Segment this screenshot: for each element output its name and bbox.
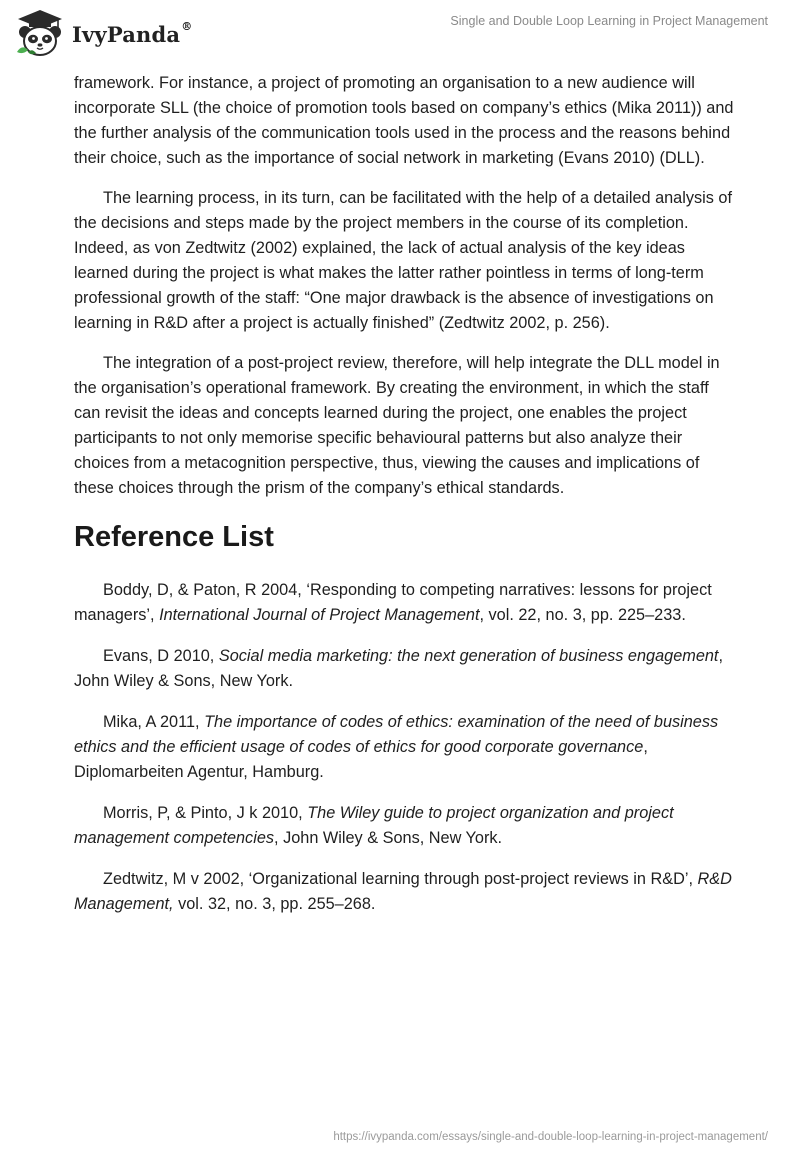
reference-item [74, 801, 734, 851]
brand-text: IvyPanda [72, 21, 181, 47]
body-paragraph: The integration of a post-project review, therefore, will help integrate the DLL model in the organisation’s operational framework. By creating the environment, in which the staff can revisit the ideas and concepts learned during the project, one enables the project participants to not only memorise specific behavioural patterns but also analyze their choices from a metacognition perspective, thus, viewing the causes and implications of these choices through the prism of the company’s ethical standards. [74, 354, 720, 497]
reference-item [74, 710, 734, 785]
source-url-link[interactable]: https://ivypanda.com/essays/single-and-double-loop-learning-in-project-management/ [333, 1131, 768, 1143]
reference-details: , vol. 22, no. 3, pp. 225–233. [479, 606, 686, 624]
reference-source-title: The importance of codes of ethics: examination of the need of business ethics and the efficient usage of codes of ethics for good corporate governance [74, 713, 719, 756]
reference-source-title: The Wiley guide to project organization and project management competencies [74, 804, 674, 847]
reference-details: vol. 32, no. 3, pp. 255–268. [173, 895, 376, 913]
reference-item [74, 867, 734, 917]
reference-text: Boddy, D, & Paton, R 2004, ‘Responding to competing narratives: lessons for project managers’, [74, 581, 712, 624]
panda-graduate-icon [14, 8, 66, 58]
reference-source-title: R&D Management, [74, 870, 732, 913]
reference-details: , John Wiley & Sons, New York. [274, 829, 503, 847]
reference-text: Zedtwitz, M v 2002, ‘Organizational learning through post-project reviews in R&D’, [103, 870, 698, 888]
brand-name [72, 19, 193, 47]
body-paragraph: The learning process, in its turn, can be facilitated with the help of a detailed analysis of the decisions and steps made by the project members in the course of its completion. Indeed, as von Zedtwitz (2002) explained, the lack of actual analysis of the key ideas learned during the project is what makes the latter rather pointless in terms of long-term professional growth of the staff: “One major drawback is the absence of investigations on learning in R&D after a project is actually finished” (Zedtwitz 2002, p. 256). [74, 189, 732, 332]
reference-text: Evans, D 2010, [103, 647, 219, 665]
reference-source-title: Social media marketing: the next generation of business engagement [218, 647, 719, 665]
reference-text: Mika, A 2011, [103, 713, 205, 731]
ivypanda-logo[interactable] [14, 8, 192, 58]
registered-mark: ® [181, 19, 193, 33]
reference-text: Morris, P, & Pinto, J k 2010, [103, 804, 308, 822]
essay-content [74, 71, 734, 933]
reference-list-heading: Reference List [74, 521, 274, 553]
page-header [0, 0, 800, 66]
reference-source-title: International Journal of Project Management [159, 606, 480, 624]
document-title: Single and Double Loop Learning in Project Management [450, 14, 768, 28]
reference-details: , Diplomarbeiten Agentur, Hamburg. [74, 738, 648, 781]
reference-details: , John Wiley & Sons, New York. [74, 647, 723, 690]
body-paragraph: framework. For instance, a project of promoting an organisation to a new audience will incorporate SLL (the choice of promotion tools based on company’s ethics (Mika 2011)) and the further analysis of the communication tools used in the process and the reasons behind their choice, such as the importance of social network in marketing (Evans 2010) (DLL). [74, 74, 734, 167]
reference-item [74, 644, 734, 694]
reference-item [74, 578, 734, 628]
